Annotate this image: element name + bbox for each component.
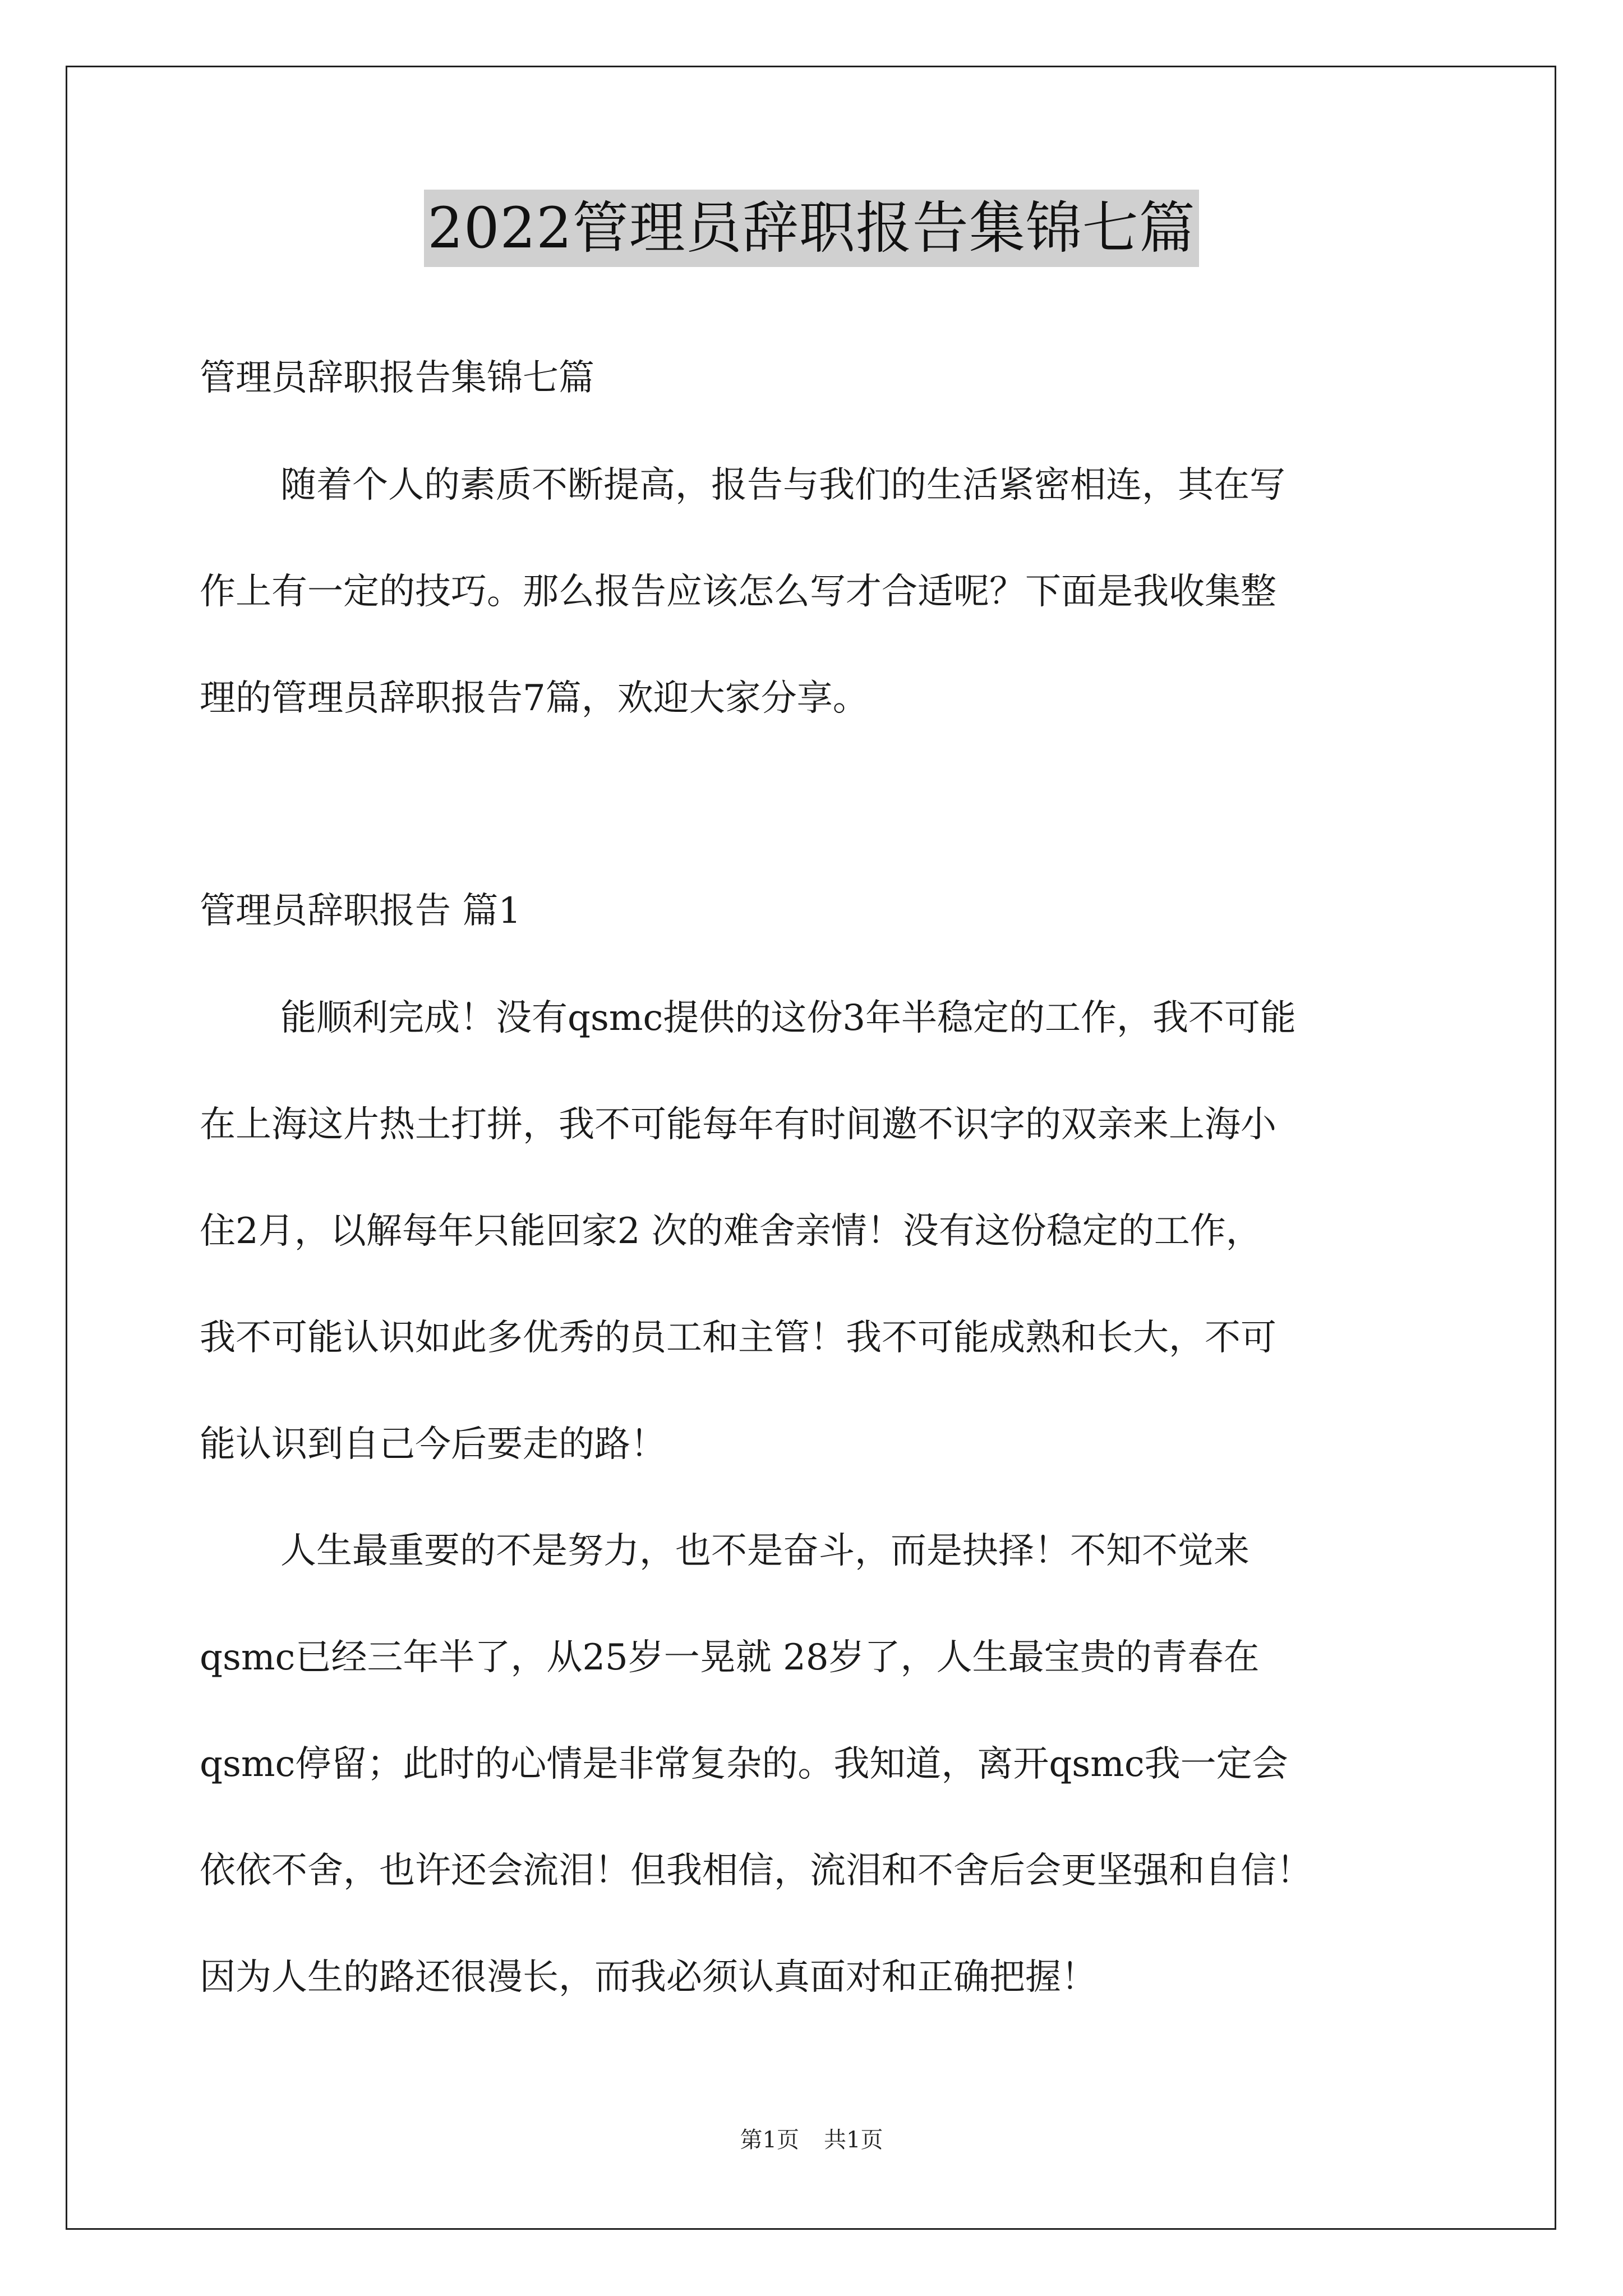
intro-line-3: 理的管理员辞职报告7篇，欢迎大家分享。 [200, 678, 869, 719]
paragraph2-line-4: 依依不舍，也许还会流泪！但我相信，流泪和不舍后会更坚强和自信！ [200, 1850, 1312, 1892]
page-footer [0, 2126, 1623, 2154]
document-subtitle: 管理员辞职报告集锦七篇 [200, 357, 594, 399]
paragraph1-line-4: 我不可能认识如此多优秀的员工和主管！我不可能成熟和长大，不可 [200, 1317, 1276, 1359]
title-container [0, 190, 1623, 267]
section-heading: 管理员辞职报告 篇1 [200, 890, 522, 932]
paragraph2-line-1: 人生最重要的不是努力，也不是奋斗，而是抉择！不知不觉来 [280, 1530, 1249, 1572]
paragraph1-line-2: 在上海这片热土打拼，我不可能每年有时间邀不识字的双亲来上海小 [200, 1104, 1276, 1145]
paragraph1-line-1: 能顺利完成！没有qsmc提供的这份3年半稳定的工作，我不可能 [280, 997, 1297, 1039]
paragraph1-line-3: 住2月，以解每年只能回家2 次的难舍亲情！没有这份稳定的工作， [200, 1211, 1262, 1252]
paragraph2-line-2: qsmc已经三年半了，从25岁一晃就 28岁了，人生最宝贵的青春在 [200, 1637, 1260, 1678]
page-total: 共1页 [824, 2127, 883, 2153]
paragraph2-line-3: qsmc停留；此时的心情是非常复杂的。我知道，离开qsmc我一定会 [200, 1743, 1288, 1785]
paragraph1-line-5: 能认识到自己今后要走的路！ [200, 1424, 666, 1465]
paragraph2-line-5: 因为人生的路还很漫长，而我必须认真面对和正确把握！ [200, 1957, 1097, 1998]
page-number: 第1页 [740, 2127, 799, 2153]
document-title: 2022管理员辞职报告集锦七篇 [424, 190, 1199, 267]
intro-line-2: 作上有一定的技巧。那么报告应该怎么写才合适呢？下面是我收集整 [200, 571, 1276, 613]
intro-line-1: 随着个人的素质不断提高，报告与我们的生活紧密相连，其在写 [280, 464, 1285, 506]
